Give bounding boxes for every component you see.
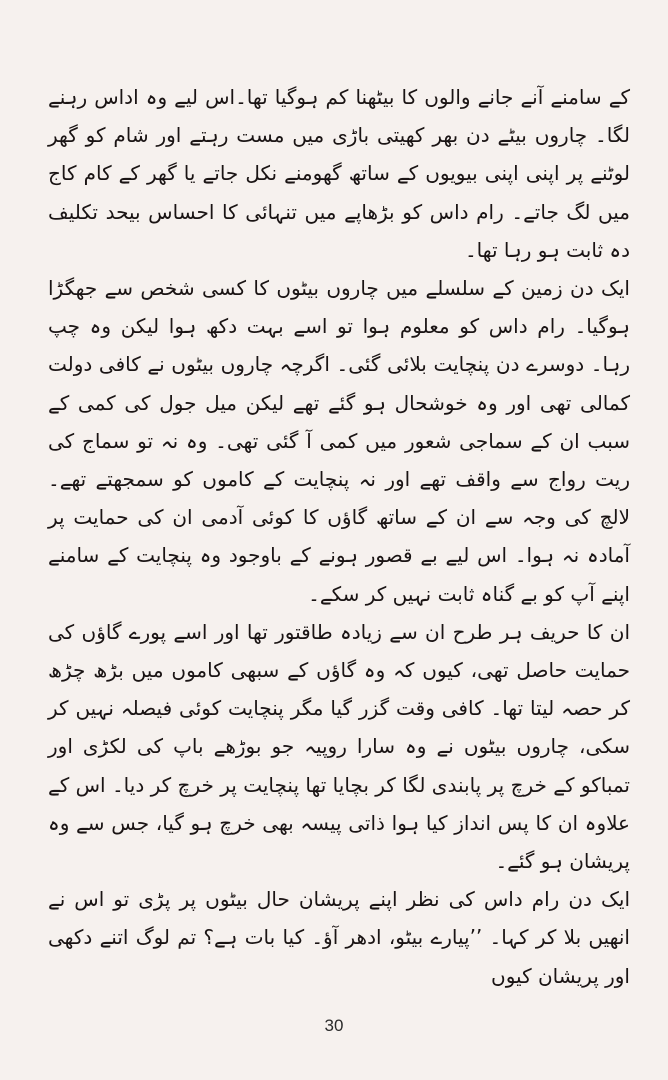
paragraph-4: ایک دن رام داس کی نظر اپنے پریشان حال بیٹوں پر پڑی تو اس نے انھیں بلا کر کہا۔ ’’پیارے بیٹو، ادھر آؤ۔ کیا بات ہے؟ تم لوگ اتنے دکھی اور پریشان کیوں — [48, 887, 630, 988]
paragraph-3: ان کا حریف ہر طرح ان سے زیادہ طاقتور تھا اور اسے پورے گاؤں کی حمایت حاصل تھی، کیوں کہ وہ گاؤں کے سبھی کاموں میں بڑھ چڑھ کر حصہ لیتا تھا۔ کافی وقت گزر گیا مگر پنچایت کوئی فیصلہ نہیں کر سکی، چاروں بیٹوں نے وہ سارا روپیہ جو بوڑھے باپ کی لکڑی اور تمباکو کے خرچ پر پابندی لگا کر بچایا تھا پنچایت پر خرچ کر دیا۔ اس کے علاوہ ان کا پس انداز کیا ہوا ذاتی پیسہ بھی خرچ ہو گیا، جس سے وہ پریشان ہو گئے۔ — [48, 619, 630, 874]
page-number: 30 — [324, 1016, 344, 1035]
paragraph-1: کے سامنے آنے جانے والوں کا بیٹھنا کم ہوگیا تھا۔اس لیے وہ اداس رہنے لگا۔ چاروں بیٹے دن بھر کھیتی باڑی میں مست رہتے اور شام کو گھر لوٹنے پر اپنی اپنی بیویوں کے ساتھ گھومنے نکل جاتے یا گھر کے کام کاج میں لگ جاتے۔ رام داس کو بڑھاپے میں تنہائی کا احساس بیحد تکلیف دہ ثابت ہو رہا تھا۔ — [48, 85, 630, 262]
urdu-text-body — [48, 78, 630, 995]
paragraph-2: ایک دن زمین کے سلسلے میں چاروں بیٹوں کا کسی شخص سے جھگڑا ہوگیا۔ رام داس کو معلوم ہوا تو اسے بہت دکھ ہوا لیکن وہ چپ رہا۔ دوسرے دن پنچایت بلائی گئی۔ اگرچہ چاروں بیٹوں نے کافی دولت کمالی تھی اور وہ خوشحال ہو گئے تھے لیکن میل جول کی کمی کے سبب ان کے سماجی شعور میں کمی آ گئی تھی۔ وہ نہ تو سماج کی ریت رواج سے واقف تھے اور نہ پنچایت کے کاموں کو سمجھتے تھے۔ لالچ کی وجہ سے ان کے ساتھ گاؤں کا کوئی آدمی ان کی حمایت پر آمادہ نہ ہوا۔ اس لیے بے قصور ہونے کے باوجود وہ پنچایت کے سامنے اپنے آپ کو بے گناہ ثابت نہیں کر سکے۔ — [48, 276, 630, 606]
